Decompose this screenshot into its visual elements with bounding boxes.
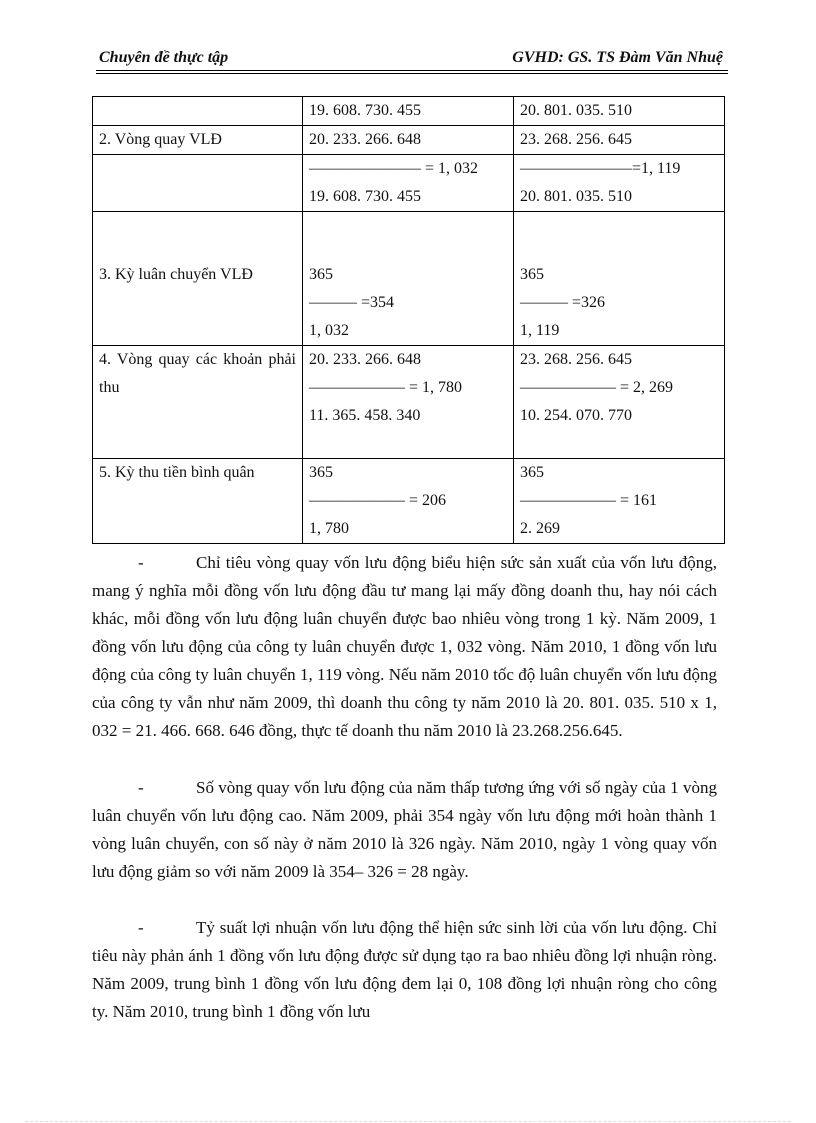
fraction-numerator: 365	[309, 266, 333, 283]
fraction-numerator: 23. 268. 256. 645	[520, 351, 632, 368]
fraction-numerator: 365	[520, 464, 544, 481]
fraction-line: —————— = 2, 269	[520, 379, 674, 396]
fraction-numerator: 365	[520, 266, 544, 283]
bullet-marker: -	[138, 778, 144, 797]
table-cell	[93, 212, 303, 346]
fraction-denominator: 1, 119	[520, 322, 560, 339]
bullet-marker: -	[138, 918, 144, 937]
table-cell: 19. 608. 730. 455	[303, 97, 514, 126]
fraction-numerator: 365	[309, 464, 333, 481]
paragraph-turnover	[92, 549, 717, 745]
table-cell	[93, 97, 303, 126]
table-row	[93, 459, 725, 544]
fraction-line: —————— = 1, 780	[309, 379, 463, 396]
fraction-line: ——— =354	[309, 294, 395, 311]
fraction-denominator: 10. 254. 070. 770	[520, 407, 632, 424]
paragraph-profit-ratio	[92, 914, 717, 1026]
table-cell	[514, 212, 725, 346]
table-row	[93, 126, 725, 155]
table-cell: 20. 801. 035. 510	[514, 97, 725, 126]
fraction-line: —————— = 206	[309, 492, 447, 509]
table-cell: 5. Kỳ thu tiền bình quân	[93, 459, 303, 544]
table-row	[93, 346, 725, 459]
table-row	[93, 155, 725, 212]
table-cell	[303, 212, 514, 346]
table-cell	[303, 155, 514, 212]
table-cell: 4. Vòng quay các khoản phải thu	[93, 346, 303, 459]
page-bottom-edge	[25, 1121, 791, 1122]
table-cell	[514, 459, 725, 544]
table-cell: 20. 233. 266. 648	[303, 126, 514, 155]
fraction-line: —————— = 161	[520, 492, 658, 509]
page-header	[96, 46, 726, 70]
header-rule-top	[96, 70, 728, 71]
paragraph-cycle-days	[92, 774, 717, 886]
paragraph-text: Số vòng quay vốn lưu động của năm thấp tương ứng với số ngày của 1 vòng luân chuyển vốn lưu động cao. Năm 2009, phải 354 ngày vốn lưu động mới hoàn thành 1 vòng luân chuyển, con số này ở năm 2010 là 326 ngày. Năm 2010, ngày 1 vòng quay vốn lưu động giảm so với năm 2009 là 354– 326 = 28 ngày.	[92, 778, 717, 881]
table-row	[93, 97, 725, 126]
fraction-numerator: 20. 233. 266. 648	[309, 351, 421, 368]
fraction-line: ——————— = 1, 032	[309, 160, 479, 177]
table-cell	[93, 155, 303, 212]
fraction-denominator: 11. 365. 458. 340	[309, 407, 421, 424]
header-rule-bottom	[96, 73, 728, 74]
header-supervisor: GVHD: GS. TS Đàm Văn Nhuệ	[512, 49, 723, 66]
fraction-denominator: 19. 608. 730. 455	[309, 188, 421, 205]
table-cell: 2. Vòng quay VLĐ	[93, 126, 303, 155]
fraction-line: ——— =326	[520, 294, 606, 311]
table-cell	[514, 155, 725, 212]
table-row	[93, 212, 725, 346]
table-cell	[303, 346, 514, 459]
table-cell	[514, 346, 725, 459]
paragraph-text: Tỷ suất lợi nhuận vốn lưu động thể hiện sức sinh lời của vốn lưu động. Chỉ tiêu này phản ánh 1 đồng vốn lưu động được sử dụng tạo ra bao nhiêu đồng lợi nhuận ròng. Năm 2009, trung bình 1 đồng vốn lưu động đem lại 0, 108 đồng lợi nhuận ròng cho công ty. Năm 2010, trung bình 1 đồng vốn lưu	[92, 918, 717, 1021]
table-cell	[303, 459, 514, 544]
bullet-marker: -	[138, 553, 144, 572]
table-cell: 23. 268. 256. 645	[514, 126, 725, 155]
row-label: 3. Kỳ luân chuyển VLĐ	[99, 266, 253, 283]
header-title: Chuyên đề thực tập	[99, 49, 229, 66]
paragraph-text: Chỉ tiêu vòng quay vốn lưu động biểu hiện sức sản xuất của vốn lưu động, mang ý nghĩa mỗi đồng vốn lưu động đầu tư mang lại mấy đồng doanh thu, hay nói cách khác, mỗi đồng vốn lưu động luân chuyển được bao nhiêu vòng trong 1 kỳ. Năm 2009, 1 đồng vốn lưu động của công ty luân chuyển được 1, 032 vòng. Năm 2010, 1 đồng vốn lưu động của công ty luân chuyển 1, 119 vòng. Nếu năm 2010 tốc độ luân chuyển vốn lưu động của công ty vẫn như năm 2009, thì doanh thu công ty năm 2010 là 20. 801. 035. 510 x 1, 032 = 21. 466. 668. 646 đồng, thực tế doanh thu năm 2010 là 23.268.256.645.	[92, 553, 717, 740]
fraction-line: ———————=1, 119	[520, 160, 681, 177]
fraction-denominator: 1, 780	[309, 520, 349, 537]
fraction-denominator: 20. 801. 035. 510	[520, 188, 632, 205]
fraction-denominator: 1, 032	[309, 322, 349, 339]
fraction-denominator: 2. 269	[520, 520, 560, 537]
efficiency-table	[92, 96, 725, 544]
